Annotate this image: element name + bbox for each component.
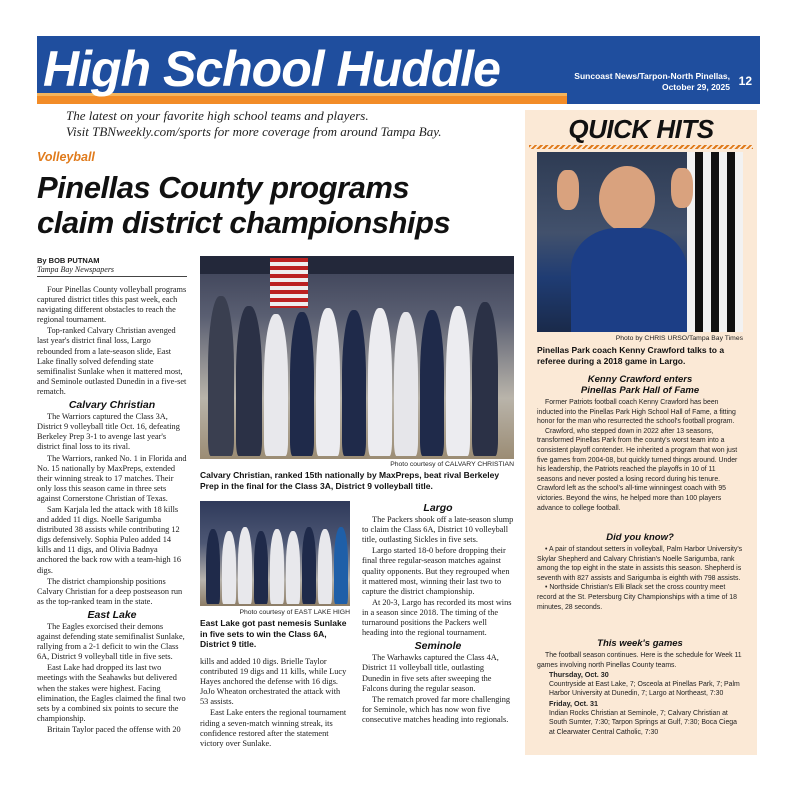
article-column-1 (37, 285, 187, 736)
person-shape (420, 310, 444, 456)
article-paragraph: The rematch proved far more challenging for Seminole, which has now won five consecutive matches heading into regionals. (362, 694, 510, 724)
dyk-heading: Did you know? (606, 532, 674, 543)
article-paragraph: The district championship positions Calvary Christian for a deep postseason run as the top-ranked team in the state. (37, 576, 183, 606)
person-shape (236, 306, 262, 456)
games-intro: The football season continues. Here is the schedule for Week 11 games involving north Pinellas County teams. (537, 652, 742, 669)
person-shape (446, 306, 470, 456)
person-shape (342, 310, 366, 456)
page-number: 12 (738, 74, 752, 88)
photo-credit-eastlake: Photo courtesy of EAST LAKE HIGH (239, 609, 350, 616)
did-you-know (537, 532, 743, 612)
subhead-seminole: Seminole (414, 640, 462, 653)
article-paragraph: The Warriors, ranked No. 1 in Florida and No. 15 nationally by MaxPreps, extended their winning streak to 17 matches. Their only loss this season came in three sets against Cornerstone Christian of Texas. (37, 453, 187, 503)
byline (37, 256, 187, 277)
hof-paragraph: Former Patriots football coach Kenny Crawford has been inducted into the Pinellas Park High School Hall of Fame, a fitting honor for the man who resurrected the school's football program. (537, 399, 736, 426)
section-title: High School Huddle (43, 41, 500, 97)
headline-line: Pinellas County programs (37, 170, 410, 205)
article-paragraph: East Lake enters the regional tournament riding a seven-match winning streak, its confidence restored after the statement victory over Sunlake. (200, 708, 347, 748)
photo-banner-strip (200, 256, 514, 274)
shirt-shape (571, 228, 687, 332)
games-heading: This week's games (597, 638, 683, 649)
photo-caption-eastlake: East Lake got past nemesis Sunlake in five sets to win the Class 6A, District 9 title. (200, 618, 347, 649)
person-shape (394, 312, 418, 456)
weekly-games (537, 638, 743, 737)
article-paragraph: Britain Taylor paced the offense with 20 (47, 724, 181, 734)
person-shape (316, 308, 340, 456)
games-day: Friday, Oct. 31 (549, 698, 598, 708)
hof-story (537, 374, 743, 513)
subhead-eastlake: East Lake (87, 608, 137, 621)
hand-shape (671, 168, 693, 208)
tagline-line: Visit TBNweekly.com/sports for more coverage from around Tampa Bay. (66, 124, 442, 139)
referee-shirt-shape (687, 152, 743, 332)
person-shape (222, 531, 236, 604)
tagline-line: The latest on your favorite high school teams and players. (66, 108, 369, 123)
edition-info (574, 71, 730, 93)
article-paragraph: East Lake had dropped its last two meetings with the Seahawks but delivered when the stakes were highest. Facing elimination, the Eagles claimed the final two sets by a combined six points to secure the championship. (37, 663, 186, 723)
games-schedule: Indian Rocks Christian at Seminole, 7; Calvary Christian at South Sumter, 7:30; Tarpon Springs at Gulf, 7:30; Boca Ciega at Clearwater Central Catholic, 7:30 (549, 709, 737, 736)
byline-org: Tampa Bay Newspapers (37, 265, 115, 274)
edition-date: October 29, 2025 (661, 82, 730, 92)
hof-paragraph: Crawford, who stepped down in 2022 after 13 seasons, transformed Pinellas Park from the county's worst team into a consistent playoff contender. He inherited a program that won just five games from 2004-08, but quickly turned things around. Under his leadership, the Patriots reached the playoffs in 10 of 11 seasons and never posted a losing record during his tenure. Crawford left as the school's all-time winningest coach with 95 victories. Beyond the wins, he helped more than 100 players advance to college football. (537, 427, 738, 512)
coach-photo (537, 152, 743, 332)
head-shape (599, 166, 655, 232)
article-paragraph: The Warhawks captured the Class 4A, District 11 volleyball title, outlasting Dunedin in five sets after sweeping the Falcons during the regular season. (362, 653, 499, 693)
dyk-item: • Northside Christian's Elli Black set the cross country meet record at the St. Petersburg City Championships with a time of 18 minutes, 28 seconds. (537, 584, 737, 611)
person-shape (208, 296, 234, 456)
person-shape (254, 531, 268, 604)
hand-shape (557, 170, 579, 210)
coach-photo-caption: Pinellas Park coach Kenny Crawford talks to a referee during a 2018 game in Largo. (537, 345, 725, 366)
person-shape (318, 529, 332, 604)
header-banner (37, 36, 760, 104)
edition-name: Suncoast News/Tarpon-North Pinellas, (574, 71, 730, 81)
flag-shape (270, 258, 308, 308)
team-photo-calvary (200, 256, 514, 459)
hof-heading-line: Kenny Crawford enters (587, 374, 693, 385)
article-paragraph: The Eagles exorcised their demons against defending state semifinalist Sunlake, rallying from a 2-1 deficit to win the Class 6A, District 9 volleyball title in five sets. (37, 622, 185, 662)
person-shape (472, 302, 498, 456)
article-paragraph: Sam Karjala led the attack with 18 kills and added 11 digs. Noelle Sarigumba distributed 38 assists while contributing 12 digs defensively. Sophia Puleo added 14 kills and 11 digs, and Olivia Badnya anchored the back row with a team-high 16 digs. (37, 504, 181, 575)
photo-caption-calvary: Calvary Christian, ranked 15th nationally by MaxPreps, beat rival Berkeley Prep in the final for the Class 3A, District 9 volleyball title. (200, 470, 500, 491)
headline-line: claim district championships (37, 205, 451, 240)
article-headline (37, 170, 517, 240)
article-paragraph: The Packers shook off a late-season slump to claim the Class 6A, District 10 volleyball title, outlasting Sickles in five sets. (362, 515, 514, 545)
games-day: Thursday, Oct. 30 (549, 670, 609, 680)
article-paragraph: At 20-3, Largo has recorded its most wins in a season since 2018. The timing of the turnaround positions the Packers well heading into the regional tournament. (362, 597, 512, 638)
hof-heading-line: Pinellas Park Hall of Fame (580, 385, 700, 396)
article-column-3 (362, 500, 514, 726)
games-schedule: Countryside at East Lake, 7; Osceola at Pinellas Park, 7; Palm Harbor University at Dunedin, 7; Largo at Northeast, 7:30 (549, 680, 740, 698)
person-shape (302, 527, 316, 604)
article-column-2 (200, 657, 350, 750)
hof-heading (537, 374, 743, 396)
quick-hits-title: QUICK HITS (568, 114, 714, 144)
coach-photo-credit: Photo by CHRIS URSO/Tampa Bay Times (615, 335, 743, 342)
dyk-item: • A pair of standout setters in volleyball, Palm Harbor University's Skylar Shepherd and Calvary Christian's Noelle Sarigumba, rank among the top eight in the state in assists this season. Shepherd is seventh with 827 assists and Sarigumba is eighth with 798 assists. (537, 546, 743, 582)
article-kicker: Volleyball (37, 150, 95, 164)
subhead-calvary: Calvary Christian (68, 399, 156, 412)
person-shape (264, 314, 288, 456)
tagline (66, 108, 506, 140)
title-rule (529, 145, 753, 149)
photo-credit-calvary: Photo courtesy of CALVARY CHRISTIAN (390, 461, 514, 468)
person-shape (290, 312, 314, 456)
article-paragraph: Largo started 18-0 before dropping their final three regular-season matches against quality opponents. But they regrouped when it mattered most, winning their last two to capture the district championship. (362, 546, 510, 596)
person-shape (238, 527, 252, 604)
article-paragraph: kills and added 10 digs. Brielle Taylor contributed 19 digs and 11 kills, while Lucy Hayes anchored the defense with 16 digs. JoJo Wheaton orchestrated the attack with 53 assists. (200, 657, 347, 707)
article-paragraph: Top-ranked Calvary Christian avenged last year's district final loss, Largo rebounded from a late-season slide, East Lake finally solved defending state semifinalist Sunlake when it mattered most, and Seminole outlasted Dunedin in a five-set rematch. (37, 326, 187, 396)
byline-author: By BOB PUTNAM (37, 256, 100, 265)
team-photo-eastlake (200, 501, 350, 606)
person-shape (334, 527, 348, 604)
article-paragraph: Four Pinellas County volleyball programs captured district titles this past week, each navigating different obstacles to reach the regional tournament. (37, 285, 187, 325)
article-paragraph: The Warriors captured the Class 3A, District 9 volleyball title Oct. 16, defeating Berkeley Prep 3-1 to avenge last year's district final loss to its rival. (37, 412, 180, 452)
subhead-largo: Largo (423, 502, 453, 514)
person-shape (368, 308, 392, 456)
person-shape (270, 529, 284, 604)
person-shape (206, 529, 220, 604)
person-shape (286, 531, 300, 604)
